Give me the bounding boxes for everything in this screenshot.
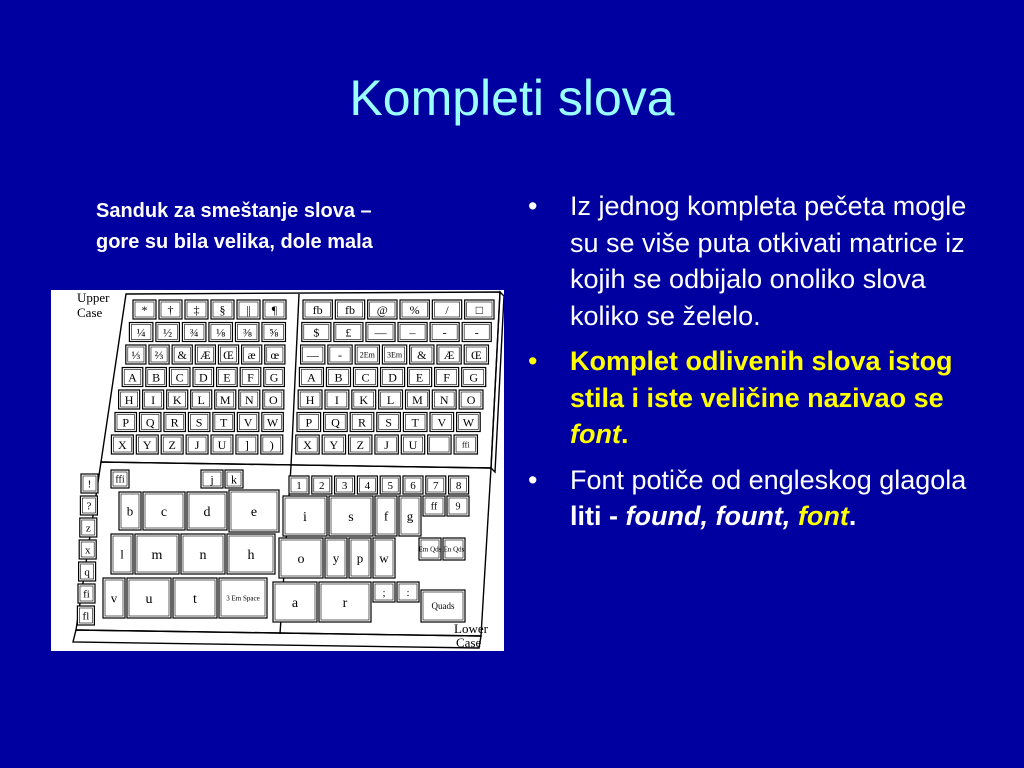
type-cell-label: p: [356, 550, 364, 566]
type-cell-label: fi: [83, 588, 90, 601]
type-cell-label: s: [348, 510, 354, 526]
type-cell-label: D: [388, 370, 397, 385]
type-cell-label: H: [124, 392, 134, 407]
type-cell-label: /: [445, 302, 449, 317]
type-cell-label: I: [151, 392, 156, 407]
type-cell-label: ): [269, 437, 274, 452]
type-cell-label: g: [406, 508, 414, 524]
lower-case-label-2: Case: [456, 635, 482, 650]
type-cell-label: ||: [246, 302, 251, 317]
type-cell-label: -: [442, 325, 447, 340]
bullet-symbol: •: [528, 191, 538, 221]
caption-line-2: gore su bila velika, dole mala: [96, 231, 373, 253]
type-cell-label: Y: [329, 437, 339, 452]
type-cell-label: œ: [270, 347, 280, 362]
type-cell-label: q: [84, 566, 90, 579]
bullet-2-text: Komplet odlivenih slova istog stila i iste veličine nazivao se: [570, 346, 953, 413]
type-case-illustration: [51, 290, 504, 651]
type-cell-label: W: [462, 415, 475, 430]
bullet-3-found-fount: found, fount,: [625, 501, 798, 531]
type-cell-label: P: [305, 415, 313, 430]
type-cell-label: Quads: [431, 601, 455, 612]
type-cell-label: 4: [364, 479, 371, 492]
type-cell-label: P: [122, 415, 130, 430]
type-cell-label: a: [291, 596, 299, 612]
type-cell-label: ¶: [271, 302, 278, 317]
type-cell-label: %: [409, 302, 420, 317]
type-cell-label: O: [268, 392, 278, 407]
type-cell-label: -: [338, 347, 343, 362]
type-cell-label: □: [475, 302, 483, 317]
type-cell-label: ⅝: [269, 325, 279, 340]
type-cell-label: W: [266, 415, 279, 430]
type-cell-label: O: [466, 392, 476, 407]
type-cell-label: B: [334, 370, 343, 385]
type-cell-label: ¾: [189, 325, 199, 340]
bullet-3-liti: liti -: [570, 501, 626, 531]
bullet-2-period: .: [620, 419, 629, 449]
type-cell-label: X: [118, 437, 127, 452]
type-cell-label: l: [120, 546, 124, 562]
type-cell-label: @: [376, 302, 388, 317]
type-cell-label: ⅜: [242, 325, 252, 340]
type-cell-label: ‡: [193, 302, 200, 317]
type-cell-label: :: [406, 586, 410, 599]
type-cell-label: b: [126, 503, 134, 519]
type-cell-label: C: [175, 370, 184, 385]
type-cell-label: N: [439, 392, 449, 407]
type-cell-label: $: [313, 325, 320, 340]
type-cell-label: Z: [168, 437, 176, 452]
type-cell-label: A: [128, 370, 137, 385]
type-cell-label: ⅓: [131, 347, 141, 362]
type-cell-label: ]: [244, 437, 249, 452]
type-cell-label: h: [247, 548, 255, 564]
type-cell-label: fl: [82, 610, 90, 623]
type-cell-label: U: [408, 437, 418, 452]
image-caption: [96, 196, 516, 258]
type-cell-label: 7: [433, 479, 439, 492]
type-cell-label: u: [145, 592, 153, 608]
type-cell-label: L: [197, 392, 205, 407]
type-cell-label: ffi: [115, 474, 125, 486]
type-cell-label: E: [415, 370, 424, 385]
bullet-symbol: •: [528, 346, 538, 376]
type-cell-label: 9: [455, 501, 461, 513]
type-cell-label: 5: [387, 479, 393, 492]
type-cell-label: fb: [345, 302, 355, 317]
type-cell-label: B: [152, 370, 161, 385]
type-cell-label: 1: [296, 479, 302, 492]
type-cell-label: 3: [341, 479, 348, 492]
type-cell-label: Q: [145, 415, 155, 430]
type-cell-label: f: [383, 508, 389, 524]
type-cell-label: X: [303, 437, 312, 452]
type-cell-label: R: [170, 415, 179, 430]
upper-case-label-2: Case: [77, 305, 103, 320]
type-cell-label: ;: [382, 586, 386, 599]
type-cell-label: Æ: [200, 347, 211, 362]
type-cell-label: Æ: [443, 347, 455, 362]
bullet-symbol: •: [528, 464, 538, 495]
type-cell-label: £: [345, 325, 352, 340]
type-cell-label: M: [412, 392, 423, 407]
bullet-2-font-word: font: [570, 419, 621, 449]
type-case-drawing: [51, 290, 504, 651]
type-cell-label: 3 Em Space: [226, 594, 260, 603]
lower-case-label-1: Lower: [454, 621, 488, 636]
type-cell-label: r: [342, 596, 348, 612]
type-cell-label: C: [361, 370, 370, 385]
type-cell-label: m: [151, 548, 163, 564]
type-cell-label: A: [307, 370, 316, 385]
type-cell-label: &: [177, 347, 187, 362]
type-cell-label: ⅔: [154, 347, 164, 362]
type-cell-label: fb: [312, 302, 323, 317]
type-cell-label: §: [219, 302, 226, 317]
type-cell-label: i: [303, 510, 307, 526]
type-cell-label: En Qds: [443, 545, 465, 554]
type-cell-label: ffi: [462, 440, 470, 450]
type-cell-label: —: [374, 325, 387, 340]
type-cell-label: 2Em: [359, 350, 375, 360]
type-cell-label: V: [437, 415, 447, 430]
type-cell-label: d: [203, 505, 211, 521]
type-cell-label: V: [243, 415, 253, 430]
type-cell-label: G: [469, 370, 479, 385]
upper-case-cell: [428, 435, 451, 454]
type-cell-label: S: [195, 415, 203, 430]
upper-case-label-1: Upper: [77, 290, 110, 305]
type-cell-label: j: [210, 472, 214, 487]
bullet-3-text: Font potiče od engleskog glagola: [570, 464, 967, 495]
type-cell-label: S: [385, 415, 392, 430]
type-cell-label: Z: [356, 437, 364, 452]
type-cell-label: U: [217, 437, 227, 452]
type-cell-label: -: [474, 325, 479, 340]
type-cell-label: &: [417, 347, 427, 362]
type-cell-label: F: [247, 370, 254, 385]
type-cell-label: R: [357, 415, 367, 430]
type-cell-label: E: [223, 370, 231, 385]
type-cell-label: e: [250, 505, 258, 521]
type-cell-label: ?: [86, 500, 92, 513]
type-cell-label: ½: [163, 325, 173, 340]
type-cell-label: J: [384, 437, 389, 452]
type-cell-label: ⅛: [216, 325, 226, 340]
type-cell-label: H: [305, 392, 315, 407]
type-cell-label: y: [332, 550, 340, 566]
type-cell-label: Œ: [471, 347, 482, 362]
type-cell-label: I: [334, 392, 339, 407]
bullet-item-2: [528, 343, 968, 453]
type-cell-label: J: [194, 437, 200, 452]
type-cell-label: ¼: [136, 325, 146, 340]
type-cell-label: G: [269, 370, 279, 385]
bullet-item-1: [528, 188, 968, 334]
type-cell-label: 3Em: [386, 350, 403, 360]
bullet-3-period: .: [848, 501, 857, 531]
type-cell-label: x: [84, 544, 91, 557]
type-cell-label: æ: [247, 347, 256, 362]
type-cell-label: T: [411, 415, 419, 430]
type-cell-label: 6: [410, 479, 416, 492]
type-cell-label: n: [199, 548, 207, 564]
type-cell-label: 8: [455, 479, 462, 492]
type-cell-label: F: [443, 370, 450, 385]
type-cell-label: K: [172, 392, 182, 407]
type-cell-label: M: [219, 392, 231, 407]
type-cell-label: –: [409, 325, 416, 340]
bullet-3-font-word: font: [797, 501, 849, 531]
type-cell-label: v: [110, 590, 118, 606]
bullet-item-3: [528, 462, 968, 535]
caption-line-1: Sanduk za smeštanje slova –: [96, 200, 372, 222]
type-cell-label: L: [386, 392, 395, 407]
type-cell-label: t: [193, 592, 197, 608]
type-cell-label: k: [231, 472, 237, 487]
type-cell-label: Q: [331, 415, 340, 430]
type-cell-label: w: [379, 550, 389, 566]
type-cell-label: z: [85, 522, 91, 535]
type-cell-label: Em Qds: [418, 545, 442, 554]
type-cell-label: T: [219, 415, 228, 430]
type-cell-label: *: [141, 302, 148, 317]
bullet-1-text: Iz jednog kompleta pečeta mogle su se više puta otkivati matrice iz kojih se odbijalo onoliko slova koliko se želelo.: [570, 191, 967, 331]
type-cell-label: —: [306, 347, 319, 362]
type-cell-label: !: [87, 478, 92, 491]
type-cell-label: 2: [319, 479, 325, 492]
slide-title: Kompleti slova: [349, 70, 675, 126]
type-cell-label: c: [160, 505, 168, 521]
type-cell-label: K: [359, 392, 369, 407]
type-cell-label: ff: [430, 501, 438, 513]
type-cell-label: D: [198, 370, 208, 385]
type-cell-label: N: [244, 392, 254, 407]
bullet-list: [528, 188, 968, 544]
type-cell-label: †: [167, 302, 174, 317]
type-cell-label: Œ: [223, 347, 234, 362]
type-cell-label: Y: [142, 437, 152, 452]
type-cell-label: o: [297, 552, 305, 568]
